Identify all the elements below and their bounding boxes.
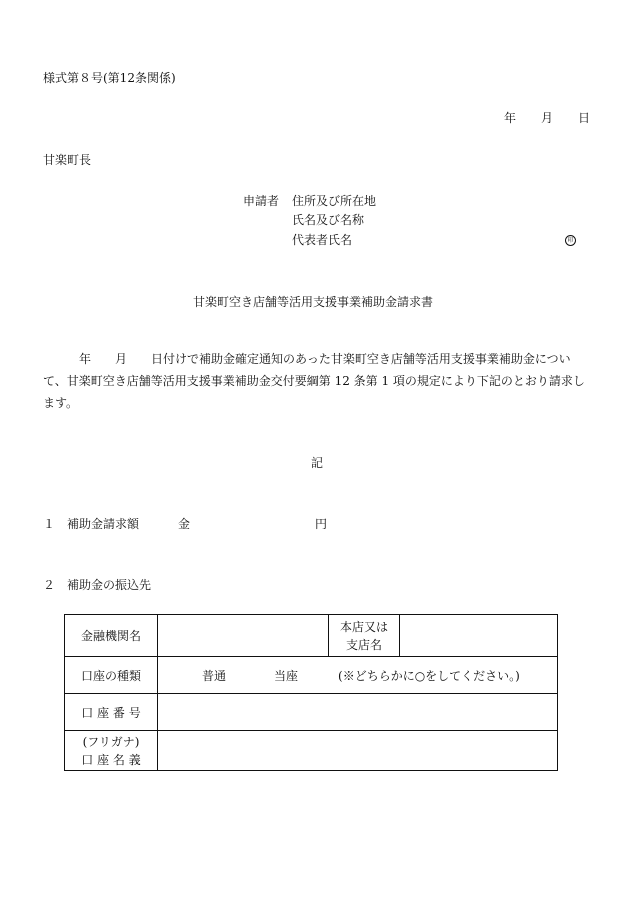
branch-label-line-1: 本店又は xyxy=(339,619,388,634)
document-title: 甘楽町空き店舗等活用支援事業補助金請求書 xyxy=(193,295,434,309)
account-number-field[interactable] xyxy=(158,694,558,731)
item-2-label: 補助金の振込先 xyxy=(67,578,152,592)
item-1-number: １ xyxy=(43,517,56,531)
table-row-account-number xyxy=(65,694,558,731)
seal-mark: 印 xyxy=(565,235,576,246)
account-holder-label xyxy=(65,731,158,771)
applicant-name-label: 氏名及び名称 xyxy=(292,213,365,227)
account-type-note: (※どちらかに○をしてください。) xyxy=(338,668,520,683)
table-row-account-holder xyxy=(65,731,558,771)
body-year: 年 xyxy=(79,352,92,366)
table-row-account-type xyxy=(65,657,558,694)
body-month: 月 xyxy=(115,352,128,366)
applicant-rep-label: 代表者氏名 xyxy=(292,233,353,247)
applicant-label: 申請者 xyxy=(243,194,280,208)
branch-label xyxy=(329,615,400,657)
applicant-address-label: 住所及び所在地 xyxy=(292,194,377,208)
furigana-label: (フリガナ) xyxy=(82,734,140,749)
table-row-bank xyxy=(65,615,558,657)
ki-heading: 記 xyxy=(311,456,324,470)
account-type-ordinary[interactable]: 普通 xyxy=(202,668,227,683)
date-day: 日 xyxy=(578,111,591,125)
body-line-2: て、甘楽町空き店舗等活用支援事業補助金交付要綱第 12 条第 1 項の規定により下記のとおり請求し xyxy=(43,374,585,388)
item-2-number: ２ xyxy=(43,578,56,592)
body-line-1-text: 日付けで補助金確定通知のあった甘楽町空き店舗等活用支援事業補助金につい xyxy=(151,352,571,366)
item-1-yen: 円 xyxy=(315,517,328,531)
account-type-current[interactable]: 当座 xyxy=(274,668,299,683)
account-holder-field[interactable] xyxy=(158,731,558,771)
bank-name-label: 金融機関名 xyxy=(65,615,158,657)
bank-transfer-table xyxy=(64,614,558,771)
account-number-label: 口 座 番 号 xyxy=(65,694,158,731)
date-year: 年 xyxy=(504,111,517,125)
body-line-1 xyxy=(43,348,595,370)
account-type-label: 口座の種類 xyxy=(65,657,158,694)
account-holder-label-text: 口 座 名 義 xyxy=(81,752,141,767)
item-1-label: 補助金請求額 xyxy=(67,517,140,531)
item-1-kin: 金 xyxy=(178,517,191,531)
body-line-3: ます。 xyxy=(43,396,79,410)
bank-name-field[interactable] xyxy=(158,615,329,657)
addressee: 甘楽町長 xyxy=(43,153,92,167)
body-paragraph xyxy=(43,348,595,414)
branch-name-field[interactable] xyxy=(400,615,558,657)
branch-label-line-2: 支店名 xyxy=(345,637,382,652)
date-month: 月 xyxy=(541,111,554,125)
form-number: 様式第８号(第12条関係) xyxy=(43,71,176,85)
account-type-field[interactable] xyxy=(158,657,558,694)
